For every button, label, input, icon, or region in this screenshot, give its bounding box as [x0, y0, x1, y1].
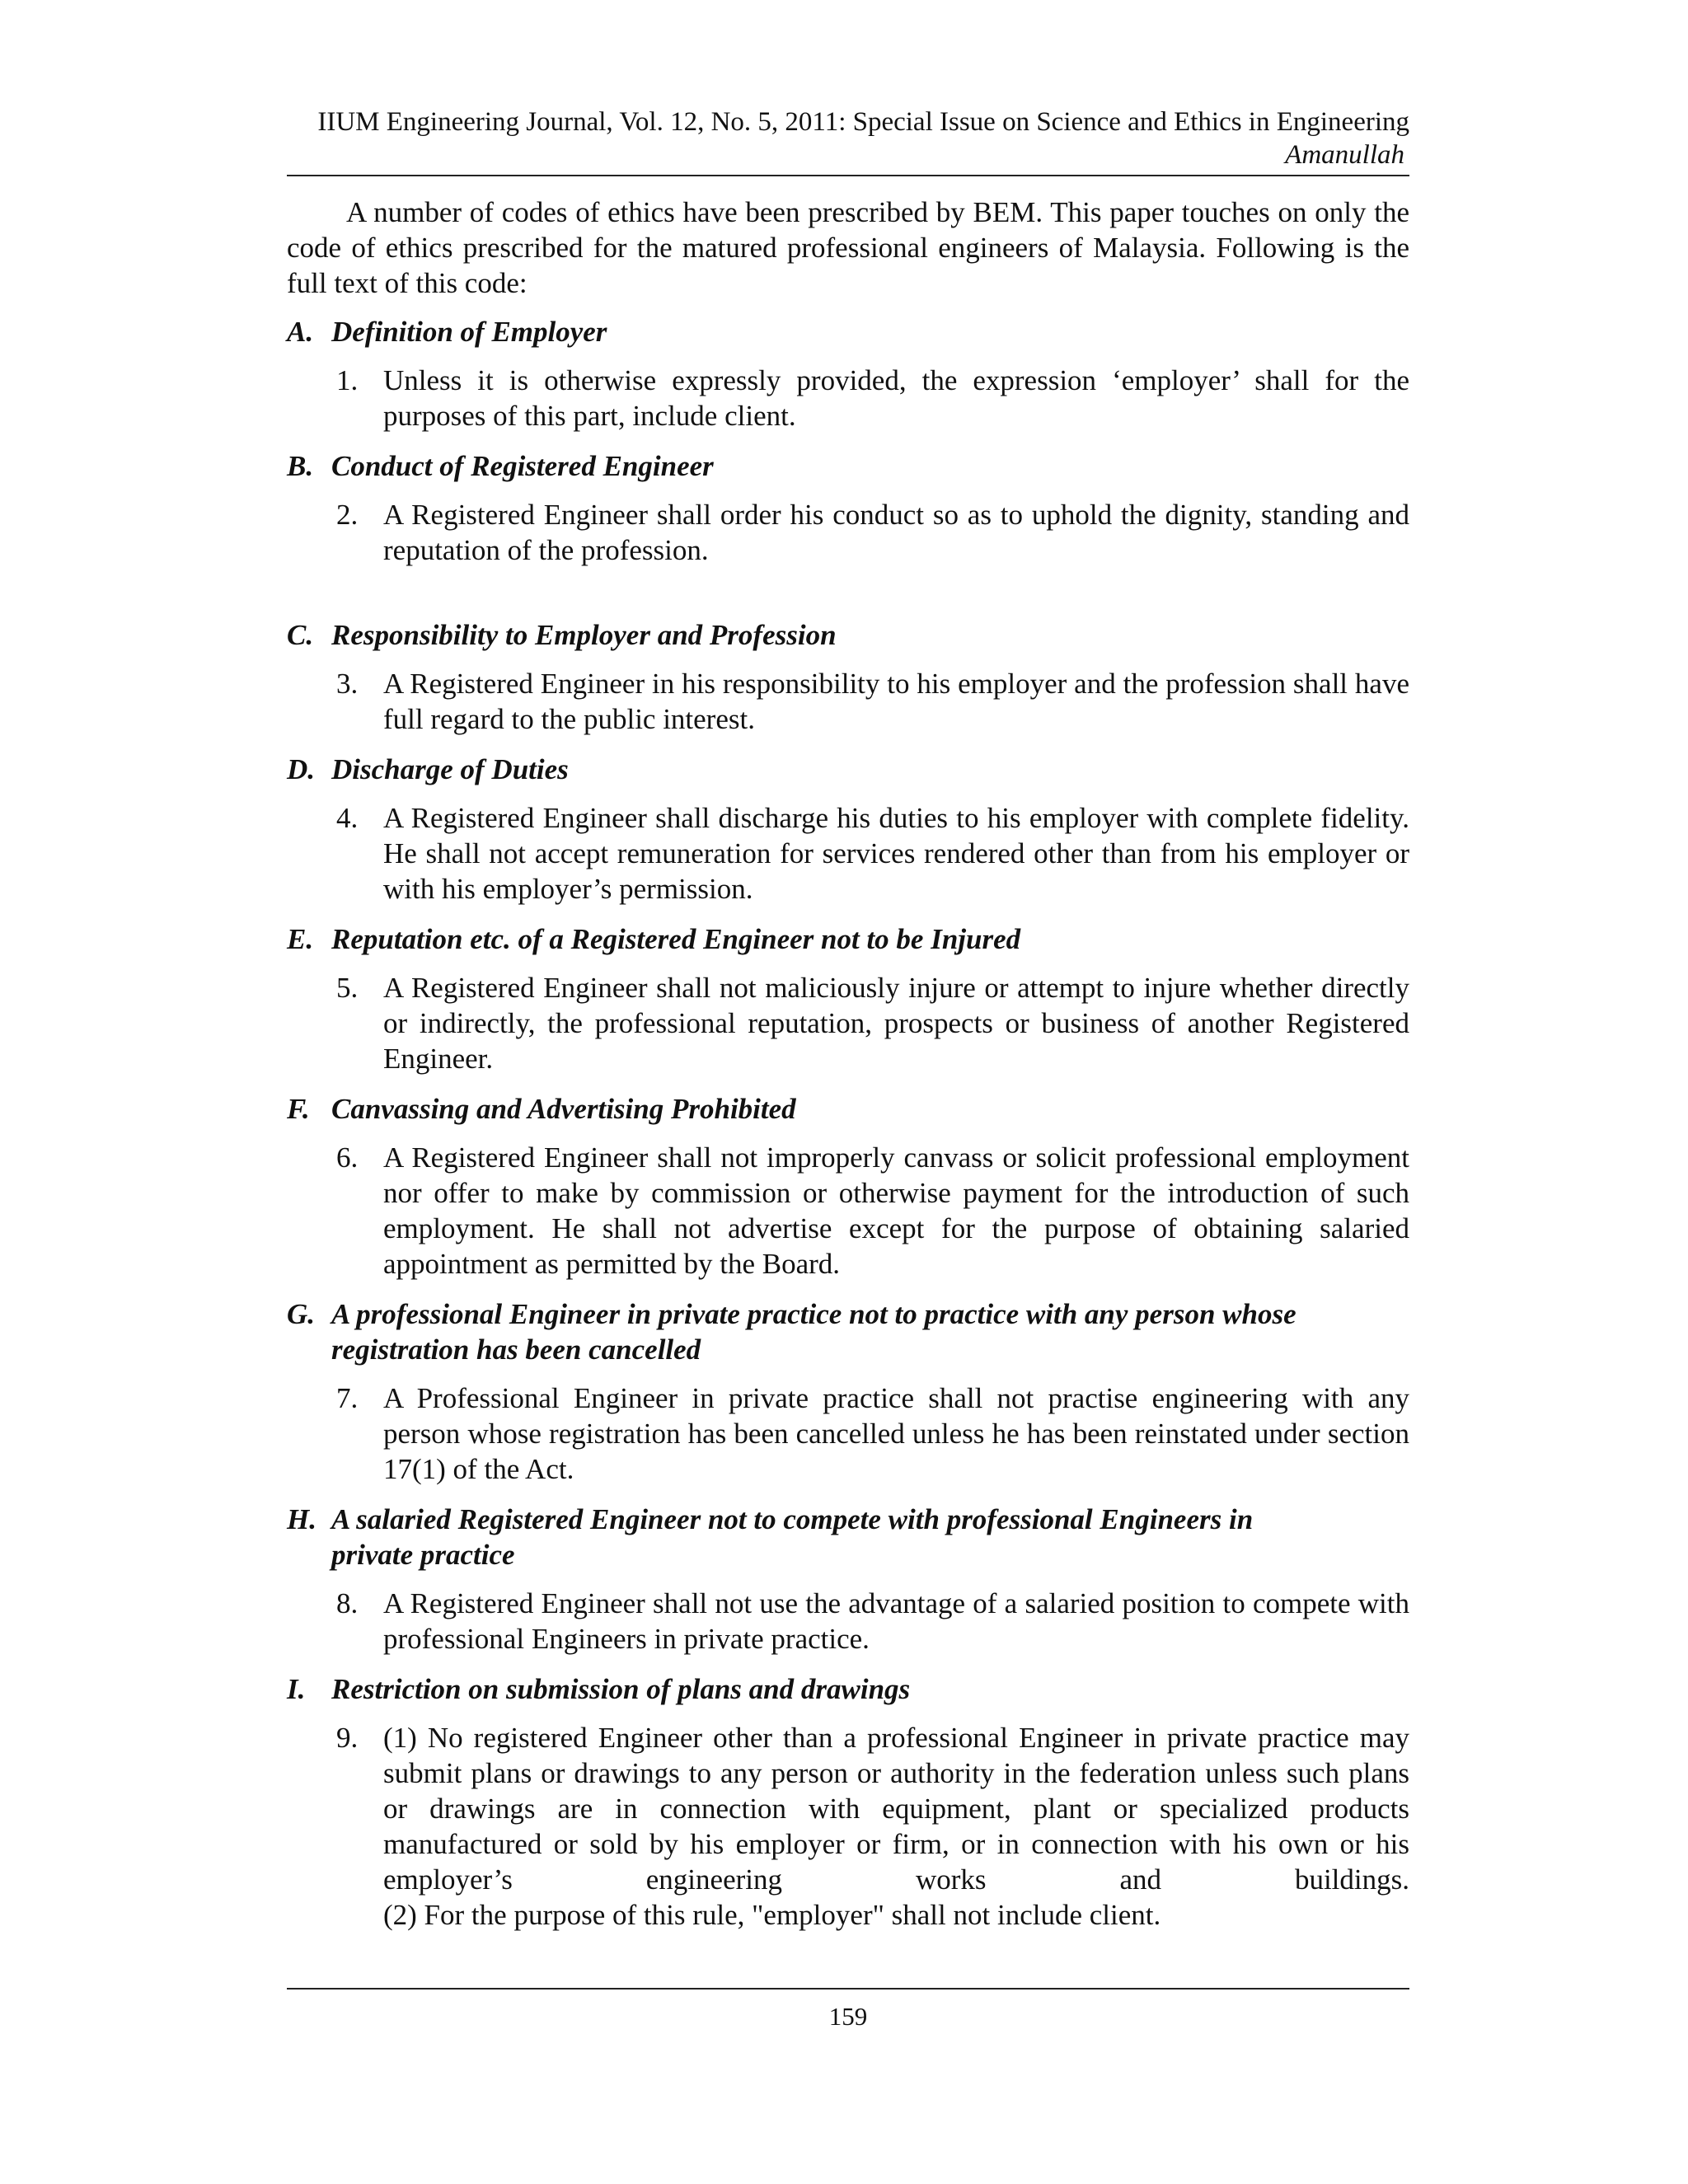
section-title: Reputation etc. of a Registered Engineer not to be Injured [331, 923, 1021, 955]
section-heading [287, 448, 1409, 484]
section-heading [287, 921, 1409, 957]
section-title: Definition of Employer [331, 316, 607, 348]
section-heading [287, 1671, 1409, 1707]
code-item [287, 666, 1409, 737]
footer-rule [287, 1988, 1409, 1990]
item-number: 4. [336, 802, 359, 834]
section-g [287, 1296, 1409, 1487]
section-letter: G. [287, 1298, 316, 1330]
section-e [287, 921, 1409, 1076]
code-item [287, 800, 1409, 907]
section-c [287, 617, 1409, 737]
section-b [287, 448, 1409, 568]
item-text: A Registered Engineer in his responsibility to his employer and the profession shall have full regard to the public interest. [383, 668, 1409, 735]
section-h [287, 1502, 1409, 1657]
item-subclause-2: (2) For the purpose of this rule, "employer" shall not include client. [383, 1899, 1161, 1931]
item-number: 3. [336, 668, 359, 700]
page-content [287, 105, 1409, 1933]
section-title: A professional Engineer in private practice not to practice with any person whose registration has been cancelled [331, 1298, 1296, 1366]
item-text: A Professional Engineer in private practice shall not practise engineering with any person whose registration has been cancelled unless he has been reinstated under section 17(1) of the Act. [383, 1382, 1409, 1485]
item-number: 8. [336, 1587, 359, 1619]
code-item [287, 1586, 1409, 1657]
code-item [287, 363, 1409, 434]
item-subclause-1: (1) No registered Engineer other than a professional Engineer in private practice may submit plans or drawings to any person or authority in the federation unless such plans or drawings are in connection with equipment, plant or specialized products manufactured or sold by his employer or firm, or in connection with his own or his employer’s engineering works and buildings. [383, 1722, 1409, 1896]
section-letter: I. [287, 1673, 306, 1705]
item-text [383, 1720, 1409, 1933]
item-text: Unless it is otherwise expressly provided, the expression ‘employer’ shall for the purposes of this part, include client. [383, 364, 1409, 432]
section-heading [287, 1091, 1409, 1127]
header-rule [287, 175, 1409, 176]
item-text: A Registered Engineer shall not maliciously injure or attempt to injure whether directly or indirectly, the professional reputation, prospects or business of another Registered Engineer. [383, 972, 1409, 1075]
author-name: Amanullah [1285, 140, 1404, 170]
item-text: A Registered Engineer shall not use the advantage of a salaried position to compete with professional Engineers in private practice. [383, 1587, 1409, 1655]
section-heading [287, 314, 1409, 349]
section-letter: A. [287, 316, 314, 348]
item-number: 1. [336, 364, 359, 396]
section-heading [287, 617, 1409, 653]
section-letter: E. [287, 923, 314, 955]
section-a [287, 314, 1409, 434]
section-d [287, 752, 1409, 907]
page-number: 159 [828, 2002, 868, 2031]
section-title: A salaried Registered Engineer not to compete with professional Engineers in private practice [331, 1503, 1254, 1571]
running-head [287, 105, 1409, 171]
section-title: Restriction on submission of plans and drawings [331, 1673, 911, 1705]
item-number: 2. [336, 499, 359, 531]
section-title: Conduct of Registered Engineer [331, 450, 714, 482]
code-item [287, 1380, 1409, 1487]
item-text: A Registered Engineer shall not improperly canvass or solicit professional employment nor offer to make by commission or otherwise payment for the introduction of such employment. He shall not advertise except for the purpose of obtaining salaried appointment as permitted by the Board. [383, 1141, 1409, 1280]
item-text: A Registered Engineer shall order his conduct so as to uphold the dignity, standing and reputation of the profession. [383, 499, 1409, 566]
item-number: 5. [336, 972, 359, 1004]
section-title: Responsibility to Employer and Profession [331, 619, 837, 651]
section-f [287, 1091, 1409, 1282]
item-number: 6. [336, 1141, 359, 1174]
section-letter: F. [287, 1093, 310, 1125]
section-letter: H. [287, 1503, 316, 1535]
journal-citation: IIUM Engineering Journal, Vol. 12, No. 5, 2011: Special Issue on Science and Ethics in Engineering [317, 107, 1409, 137]
code-item [287, 497, 1409, 568]
section-heading [287, 1502, 1409, 1572]
item-text: A Registered Engineer shall discharge his duties to his employer with complete fidelity. He shall not accept remuneration for services rendered other than from his employer or with his employer’s permission. [383, 802, 1409, 905]
code-item [287, 1720, 1409, 1933]
section-title: Discharge of Duties [331, 753, 569, 785]
item-number: 7. [336, 1382, 359, 1414]
section-heading [287, 1296, 1409, 1367]
section-letter: C. [287, 619, 314, 651]
code-item [287, 970, 1409, 1076]
section-title: Canvassing and Advertising Prohibited [331, 1093, 796, 1125]
section-i [287, 1671, 1409, 1933]
intro-paragraph: A number of codes of ethics have been prescribed by BEM. This paper touches on only the code of ethics prescribed for the matured professional engineers of Malaysia. Following is the full text of this code: [287, 196, 1409, 299]
section-letter: B. [287, 450, 314, 482]
code-item [287, 1140, 1409, 1282]
section-letter: D. [287, 753, 316, 785]
section-heading [287, 752, 1409, 787]
item-number: 9. [336, 1722, 359, 1754]
